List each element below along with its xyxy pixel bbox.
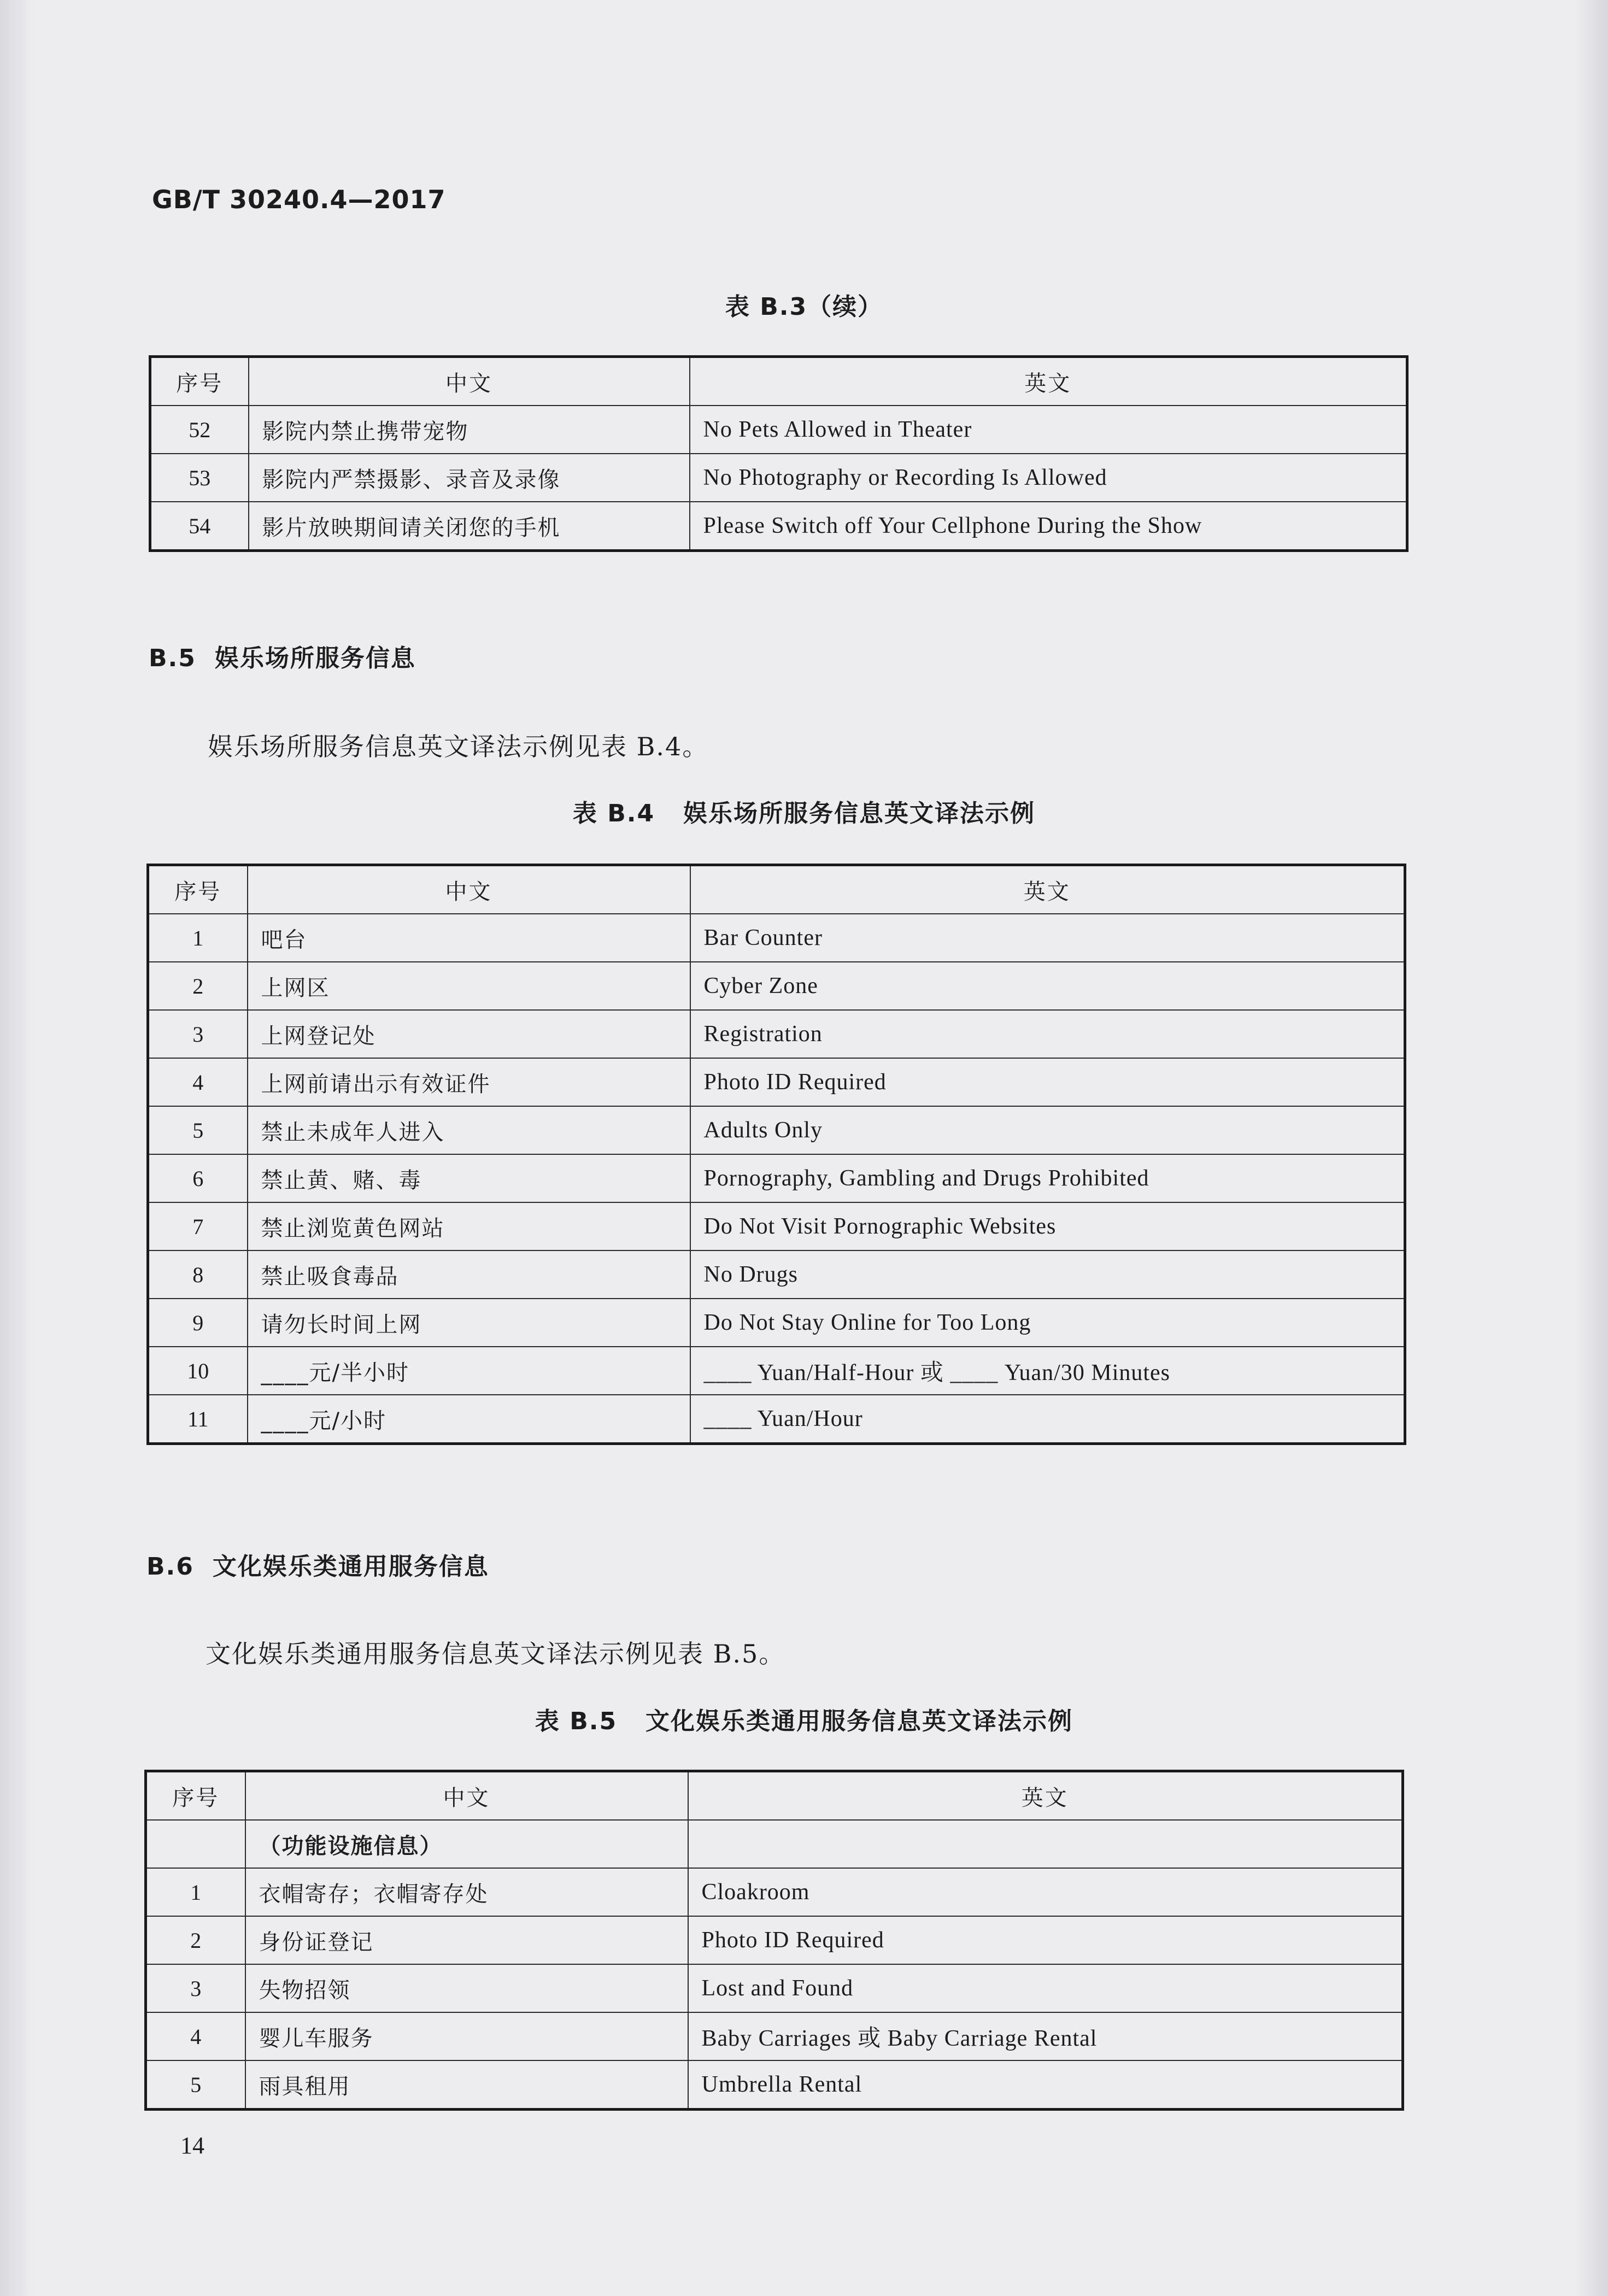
table-row <box>148 1299 1405 1347</box>
row-number: 1 <box>148 914 248 962</box>
table-row <box>146 1868 1403 1916</box>
chinese-cell: 影院内严禁摄影、录音及录像 <box>249 454 690 502</box>
chinese-cell: 请勿长时间上网 <box>248 1299 690 1347</box>
page-edge-shadow-right <box>1575 0 1608 2296</box>
row-number: 8 <box>148 1250 248 1299</box>
table-row <box>150 454 1407 502</box>
english-cell: Cloakroom <box>688 1868 1403 1916</box>
column-header-english: 英文 <box>688 1771 1403 1821</box>
chinese-cell: 衣帽寄存；衣帽寄存处 <box>245 1868 688 1916</box>
table-header-row <box>150 357 1407 406</box>
english-cell: Photo ID Required <box>690 1058 1405 1106</box>
english-cell: No Drugs <box>690 1250 1405 1299</box>
page-number: 14 <box>180 2132 204 2159</box>
table-row <box>148 962 1405 1010</box>
english-cell: Bar Counter <box>690 914 1405 962</box>
column-header-chinese: 中文 <box>245 1771 688 1821</box>
english-cell: Lost and Found <box>688 1964 1403 2012</box>
english-cell <box>688 1820 1403 1868</box>
section-b5-heading <box>149 638 416 673</box>
table-row <box>148 914 1405 962</box>
section-title: 文化娱乐类通用服务信息 <box>212 1553 489 1581</box>
chinese-cell: 禁止吸食毒品 <box>248 1250 690 1299</box>
english-cell: Umbrella Rental <box>688 2060 1403 2110</box>
table-row <box>148 1154 1405 1202</box>
english-cell: Please Switch off Your Cellphone During the Show <box>690 502 1407 551</box>
page-edge-shadow-left <box>0 0 33 2296</box>
column-header-no: 序号 <box>150 357 249 406</box>
standard-number-header: GB/T 30240.4—2017 <box>152 185 446 214</box>
table-header-row <box>146 1771 1403 1821</box>
chinese-cell: 吧台 <box>248 914 690 962</box>
chinese-cell: 禁止浏览黄色网站 <box>248 1202 690 1250</box>
english-cell: Adults Only <box>690 1106 1405 1154</box>
chinese-cell: 禁止未成年人进入 <box>248 1106 690 1154</box>
english-cell: Do Not Visit Pornographic Websites <box>690 1202 1405 1250</box>
table-header-row <box>148 865 1405 914</box>
chinese-cell: 影院内禁止携带宠物 <box>249 406 690 454</box>
section-number: B.5 <box>149 644 196 672</box>
section-b5-paragraph: 娱乐场所服务信息英文译法示例见表 B.4。 <box>208 732 709 761</box>
row-number: 4 <box>148 1058 248 1106</box>
table-b5 <box>144 1770 1404 2111</box>
english-cell: Cyber Zone <box>690 962 1405 1010</box>
english-cell: No Photography or Recording Is Allowed <box>690 454 1407 502</box>
table-row <box>148 1395 1405 1444</box>
column-header-no: 序号 <box>148 865 248 914</box>
row-number: 10 <box>148 1347 248 1395</box>
chinese-cell: ____元/小时 <box>248 1395 690 1444</box>
english-cell: Registration <box>690 1010 1405 1058</box>
section-b6-heading <box>146 1547 489 1582</box>
chinese-cell: 上网登记处 <box>248 1010 690 1058</box>
table-row <box>146 1916 1403 1964</box>
row-number: 5 <box>148 1106 248 1154</box>
chinese-cell: 禁止黄、赌、毒 <box>248 1154 690 1202</box>
chinese-cell: 身份证登记 <box>245 1916 688 1964</box>
table-row <box>148 1250 1405 1299</box>
row-number: 3 <box>148 1010 248 1058</box>
section-b6-paragraph: 文化娱乐类通用服务信息英文译法示例见表 B.5。 <box>206 1639 785 1669</box>
english-cell: Baby Carriages 或 Baby Carriage Rental <box>688 2012 1403 2060</box>
column-header-chinese: 中文 <box>249 357 690 406</box>
row-number: 2 <box>146 1916 245 1964</box>
table-b4-caption: 表 B.4 娱乐场所服务信息英文译法示例 <box>572 800 1036 827</box>
table-row <box>150 406 1407 454</box>
row-number <box>146 1820 245 1868</box>
section-title: 娱乐场所服务信息 <box>214 644 416 672</box>
row-number: 3 <box>146 1964 245 2012</box>
english-cell: Do Not Stay Online for Too Long <box>690 1299 1405 1347</box>
table-row <box>148 1010 1405 1058</box>
table-row <box>148 1347 1405 1395</box>
row-number: 4 <box>146 2012 245 2060</box>
column-header-english: 英文 <box>690 357 1407 406</box>
table-row <box>146 1964 1403 2012</box>
table-b3-caption: 表 B.3（续） <box>725 293 883 321</box>
english-cell: ____ Yuan/Half-Hour 或 ____ Yuan/30 Minutes <box>690 1347 1405 1395</box>
english-cell: Photo ID Required <box>688 1916 1403 1964</box>
row-number: 54 <box>150 502 249 551</box>
chinese-cell: 影片放映期间请关闭您的手机 <box>249 502 690 551</box>
table-row <box>148 1106 1405 1154</box>
row-number: 2 <box>148 962 248 1010</box>
section-number: B.6 <box>146 1553 194 1581</box>
group-label-cell: （功能设施信息） <box>245 1820 688 1868</box>
column-header-english: 英文 <box>690 865 1405 914</box>
table-b5-caption: 表 B.5 文化娱乐类通用服务信息英文译法示例 <box>535 1707 1073 1735</box>
table-b3 <box>149 355 1409 552</box>
chinese-cell: 雨具租用 <box>245 2060 688 2110</box>
row-number: 52 <box>150 406 249 454</box>
table-row <box>146 2060 1403 2110</box>
row-number: 9 <box>148 1299 248 1347</box>
row-number: 11 <box>148 1395 248 1444</box>
table-b4 <box>146 864 1406 1445</box>
table-row <box>150 502 1407 551</box>
row-number: 1 <box>146 1868 245 1916</box>
english-cell: No Pets Allowed in Theater <box>690 406 1407 454</box>
english-cell: Pornography, Gambling and Drugs Prohibited <box>690 1154 1405 1202</box>
chinese-cell: 婴儿车服务 <box>245 2012 688 2060</box>
english-cell: ____ Yuan/Hour <box>690 1395 1405 1444</box>
table-row <box>148 1202 1405 1250</box>
row-number: 5 <box>146 2060 245 2110</box>
column-header-chinese: 中文 <box>248 865 690 914</box>
row-number: 6 <box>148 1154 248 1202</box>
row-number: 53 <box>150 454 249 502</box>
chinese-cell: 上网区 <box>248 962 690 1010</box>
table-row <box>146 2012 1403 2060</box>
column-header-no: 序号 <box>146 1771 245 1821</box>
table-row <box>148 1058 1405 1106</box>
chinese-cell: 失物招领 <box>245 1964 688 2012</box>
chinese-cell: ____元/半小时 <box>248 1347 690 1395</box>
table-group-row <box>146 1820 1403 1868</box>
chinese-cell: 上网前请出示有效证件 <box>248 1058 690 1106</box>
row-number: 7 <box>148 1202 248 1250</box>
